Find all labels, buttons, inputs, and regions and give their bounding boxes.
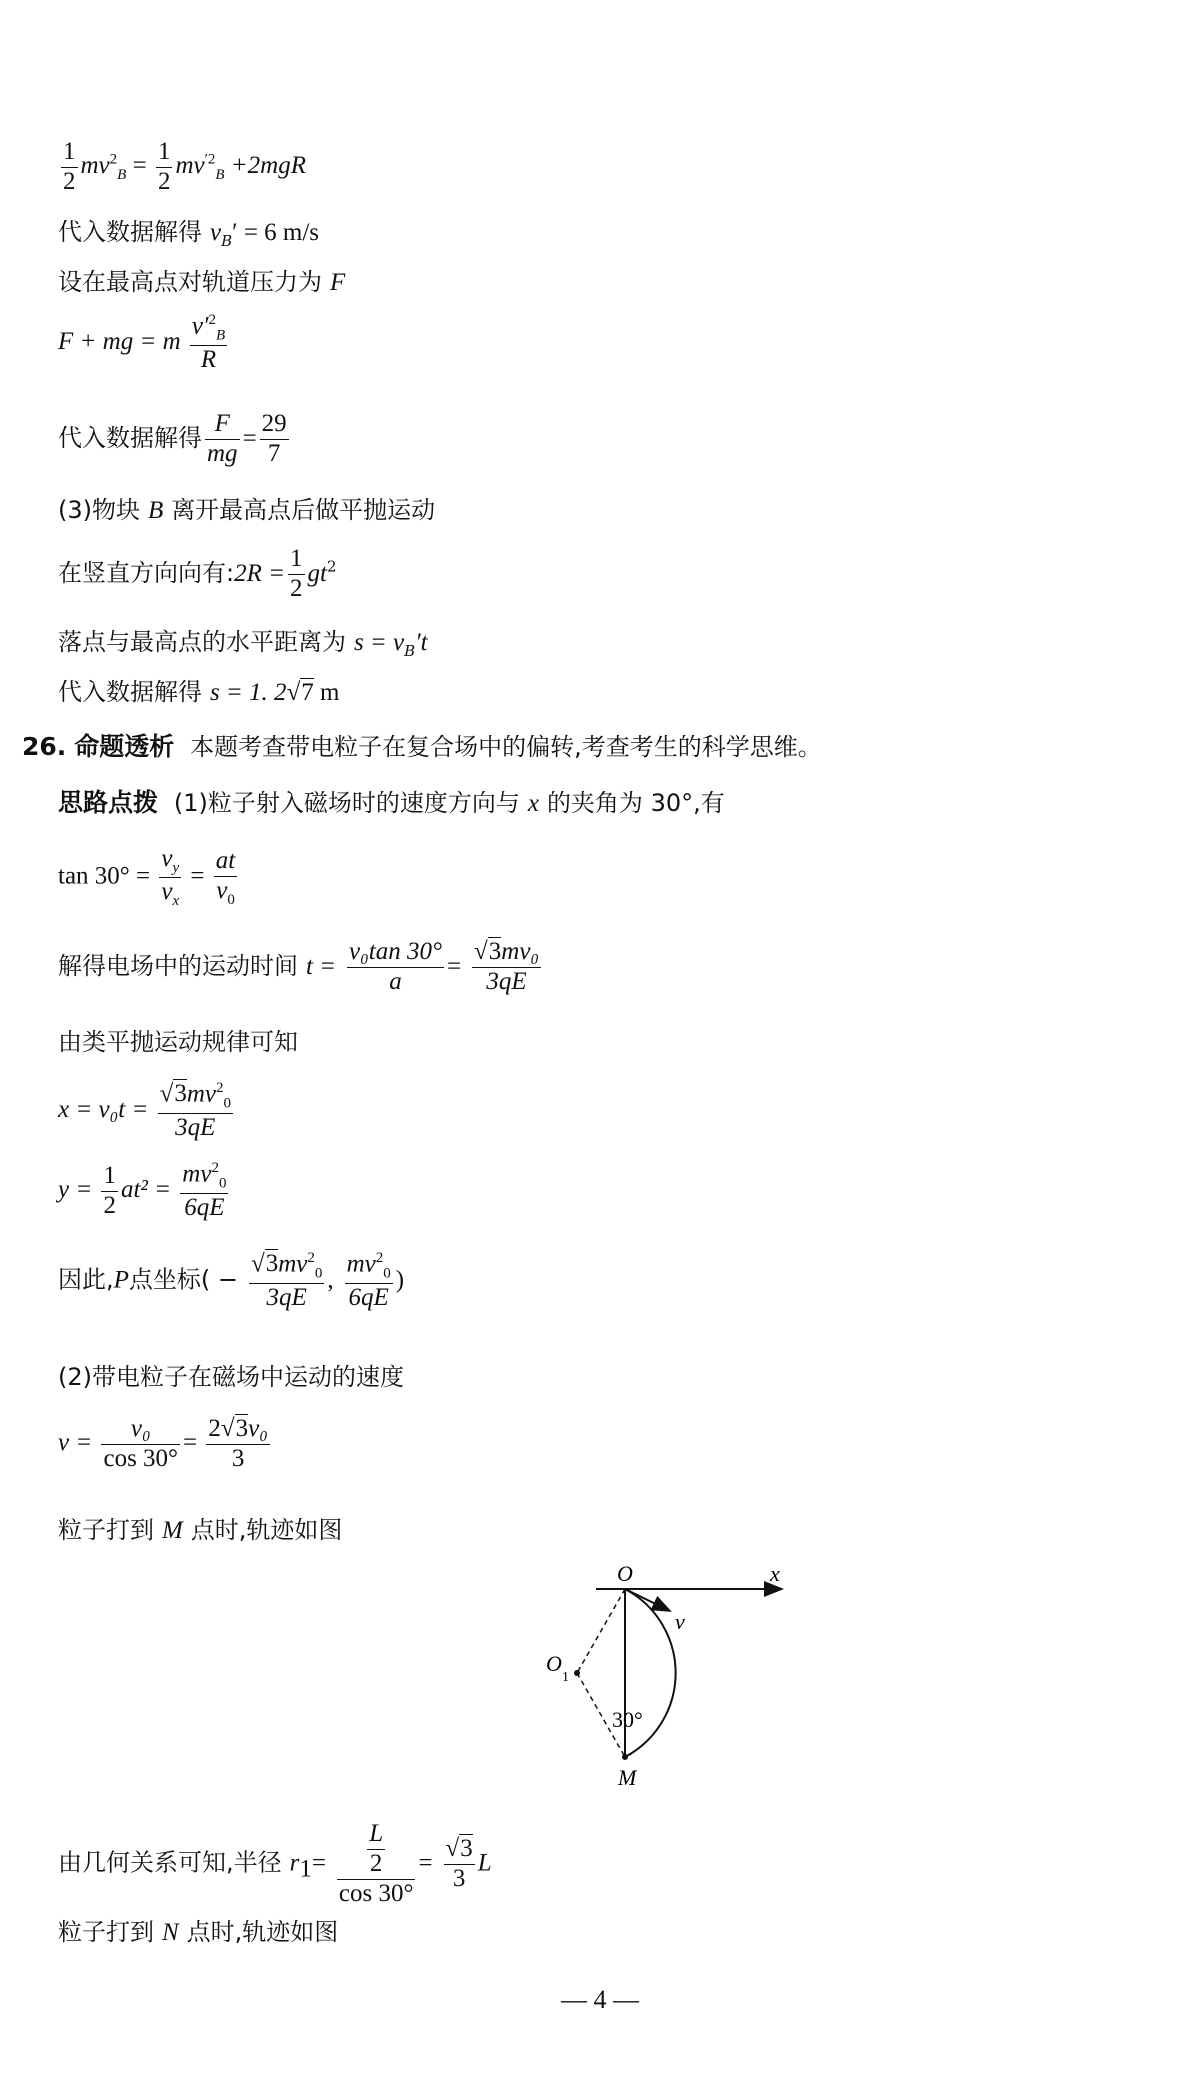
label-o1: O [546,1651,562,1676]
label-o: O [617,1561,633,1586]
line-hit-m: 粒子打到 M 点时,轨迹如图 [58,1516,343,1544]
line-horizontal: 落点与最高点的水平距离为 $s = v_B't$ [58,628,428,660]
trajectory-diagram [520,1555,800,1795]
line-vertical: 在竖直方向向有:2R = $\frac{1}{2}$ $gt^2$ [58,545,337,602]
label-m: M [618,1765,637,1790]
radius-line-top [577,1589,625,1673]
hint-line: 思路点拨 (1)粒子射入磁场时的速度方向与 x 的夹角为 30°,有 [58,788,725,817]
part2-title: (2)带电粒子在磁场中运动的速度 [58,1363,404,1391]
line-vb-result: 代入数据解得 $v_B' = 6$ m/s [58,218,320,250]
line-part3: (3)物块 B 离开最高点后做平抛运动 [58,496,436,524]
radius-equation: 由几何关系可知,半径 $r_1=$ $\frac{\frac{L}{2}}{\cos 30^\circ}$ = $\frac{√3}{3}$ L [58,1820,492,1907]
m-point [622,1754,628,1760]
page-number: — 4 — [561,1985,639,2014]
time-equation: 解得电场中的运动时间 t = $\frac{\text{v₀tan 30°}}{a}$ = $\frac{\text{√3mv₀}}{3qE}$ [58,938,540,995]
force-equation: F + mg = m $\frac{v'^2_B}{R}$ [58,312,226,373]
line-law: 由类平抛运动规律可知 [58,1028,298,1056]
x-equation: x = v₀t = $\frac{√3mv^2_0}{3qE}$ [58,1080,231,1141]
label-angle: 30° [612,1707,643,1732]
label-v: v [675,1609,685,1634]
line-pressure-define: 设在最高点对轨道压力为 F [58,268,346,296]
y-equation: y = $\frac{1}{2}$ at² = $\frac{mv^2_0}{6qE}$ [58,1160,227,1221]
line-force-ratio: 代入数据解得 $\frac{F}{mg}$ = $\frac{29}{7}$ [58,410,287,467]
velocity-equation: v = $\frac{\text{v₀}}{\cos 30^\circ}$ = $\frac{\text{2√3v₀}}{3}$ [58,1415,268,1472]
p-coordinate: 因此,P点坐标( − $\frac{√3mv^2_0}{3qE}$ , $\frac{mv^2_0}{6qE}$ ) [58,1250,405,1311]
line-hit-n: 粒子打到 N 点时,轨迹如图 [58,1918,339,1946]
label-o1-sub: 1 [562,1670,569,1685]
line-s-result: 代入数据解得 s = 1. 2√7 m [58,678,340,706]
energy-equation: $\frac{1}{2}$ $mv^2_B$ = $\frac{1}{2}$ $mv^{'2}_B +2mgR$ [63,138,306,195]
question-26-header: 26. 命题透析 本题考查带电粒子在复合场中的偏转,考查考生的科学思维。 [22,732,822,761]
velocity-arrow [625,1589,670,1611]
label-x: x [770,1561,780,1586]
center-point [574,1670,580,1676]
tan-equation: tan 30° = $\frac{v_y}{v_x}$ = $\frac{at}{v_0}$ [58,845,236,910]
